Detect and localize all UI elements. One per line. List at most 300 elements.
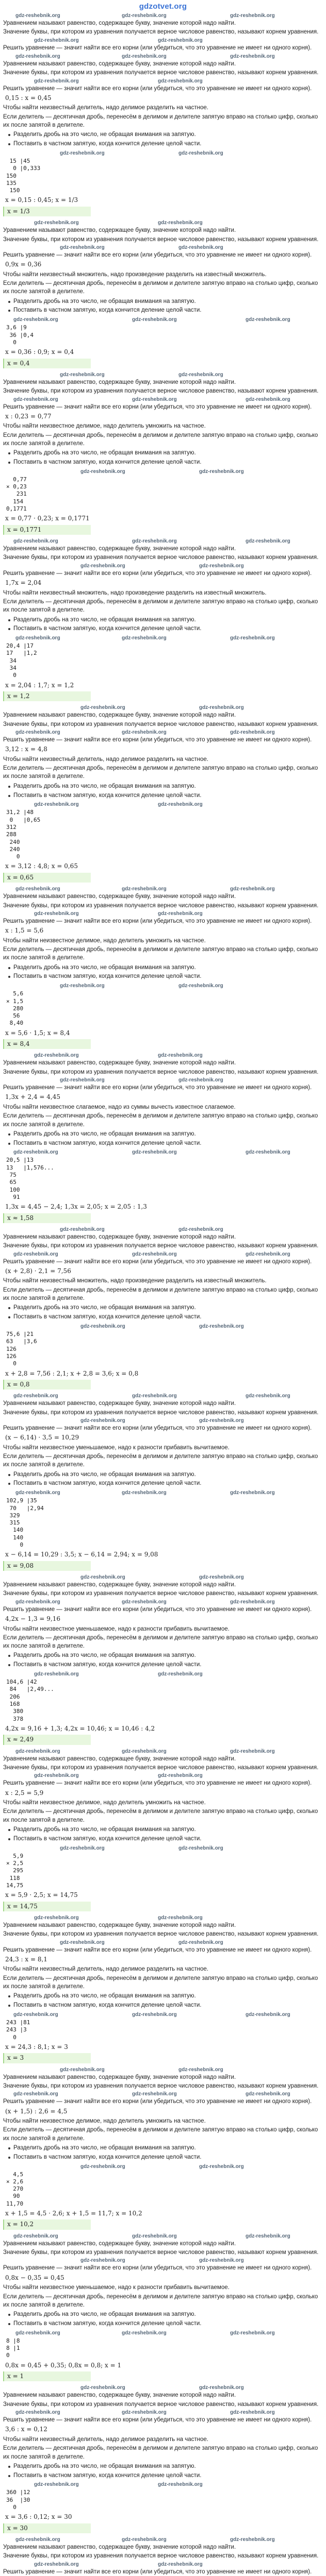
task-rule: Чтобы найти неизвестный делитель, надо делимое разделить на частное. xyxy=(3,2436,208,2443)
task-intro-root: Значение буквы, при котором из уравнения получается верное числовое равенство, называют корнем уравнения. xyxy=(3,554,319,561)
watermark: gdz-reshebnik.org xyxy=(60,1227,105,1233)
watermark: gdz-reshebnik.org xyxy=(60,244,105,250)
column-calculation: 4,5 × 2,6 270 90 11,70 xyxy=(6,2171,24,2207)
watermark: gdz-reshebnik.org xyxy=(34,2482,79,2488)
task-intro-solve: Решить уравнение — значит найти все его корни (или убедиться, что это уравнение не имеет ни одного корня). xyxy=(3,1606,312,1613)
watermark: gdz-reshebnik.org xyxy=(246,2233,290,2239)
task-rule: Чтобы найти неизвестное слагаемое, надо из суммы вычесть известное слагаемое. xyxy=(3,1104,236,1110)
watermark: gdz-reshebnik.org xyxy=(158,2482,203,2488)
watermark-row xyxy=(3,982,323,989)
task-intro-solve: Решить уравнение — значит найти все его корни (или убедиться, что это уравнение не имеет ни одного корня). xyxy=(3,2568,312,2575)
move-comma-step: Разделить дробь на это число, не обращая внимания на запятую. xyxy=(8,616,323,625)
watermark: gdz-reshebnik.org xyxy=(34,37,79,43)
task-intro-equation: Уравнением называют равенство, содержащее букву, значение которой надо найти. xyxy=(3,1582,236,1588)
task-intro-solve: Решить уравнение — значит найти все его корни (или убедиться, что это уравнение не имеет ни одного корня). xyxy=(3,403,312,410)
move-comma-step: Поставить в частном запятую, когда кончится деление целой части. xyxy=(8,2153,323,2162)
task-block xyxy=(3,704,323,883)
watermark: gdz-reshebnik.org xyxy=(158,78,203,84)
watermark-row xyxy=(3,1599,323,1605)
watermark: gdz-reshebnik.org xyxy=(122,13,167,19)
column-calculation: 104,6 |42 84 |2,49... 206 168 380 378 xyxy=(6,1679,54,1722)
watermark-row xyxy=(3,2257,323,2263)
decimal-rule: Если делитель — десятичная дробь, перенесём в делимом и делителе запятую вправо на столько цифр, сколько их после запятой в делителе. xyxy=(3,113,318,129)
move-comma-step: Разделить дробь на это число, не обращая внимания на запятую. xyxy=(8,2310,323,2319)
task-answer: x ≈ 1,58 xyxy=(3,1213,91,1223)
move-comma-list xyxy=(8,782,323,801)
task-intro-root: Значение буквы, при котором из уравнения получается верное числовое равенство, называют корнем уравнения. xyxy=(3,70,319,76)
watermark: gdz-reshebnik.org xyxy=(13,396,58,402)
watermark: gdz-reshebnik.org xyxy=(132,1251,177,1257)
task-block xyxy=(3,2233,323,2382)
task-solution: 0,8x = 0,45 + 0,35; 0,8x = 0,8; x = 1 xyxy=(5,2361,122,2369)
task-rule: Чтобы найти неизвестное делимое, надо делитель умножить на частное. xyxy=(3,423,206,430)
watermark-row xyxy=(3,1226,323,1232)
watermark: gdz-reshebnik.org xyxy=(199,2258,244,2264)
watermark: gdz-reshebnik.org xyxy=(246,2091,290,2097)
watermark-row xyxy=(3,37,323,43)
watermark: gdz-reshebnik.org xyxy=(60,371,105,378)
watermark: gdz-reshebnik.org xyxy=(230,1748,275,1754)
task-block xyxy=(3,1914,323,2063)
task-block xyxy=(3,219,323,368)
watermark: gdz-reshebnik.org xyxy=(158,910,203,917)
task-answer: x = 0,65 xyxy=(3,873,91,883)
move-comma-step: Разделить дробь на это число, не обращая внимания на запятую. xyxy=(8,130,323,140)
task-rule: Чтобы найти неизвестное уменьшаемое, надо к разности прибавить вычитаемое. xyxy=(3,2284,230,2291)
task-intro-equation: Уравнением называют равенство, содержащее букву, значение которой надо найти. xyxy=(3,2392,236,2399)
column-calculation: 243 |81 243 |3 0 xyxy=(6,2019,30,2041)
task-solution: x = 2,04 : 1,7; x = 1,2 xyxy=(5,681,74,689)
task-block xyxy=(3,1226,323,1389)
watermark-row xyxy=(3,538,323,544)
watermark: gdz-reshebnik.org xyxy=(230,13,275,19)
watermark: gdz-reshebnik.org xyxy=(34,78,79,84)
task-equation: (x + 1,5) : 2,6 = 4,5 xyxy=(5,2107,68,2115)
watermark: gdz-reshebnik.org xyxy=(34,220,79,226)
task-equation: 3,6 : x = 0,12 xyxy=(5,2426,47,2433)
watermark: gdz-reshebnik.org xyxy=(122,2537,167,2543)
task-intro-root: Значение буквы, при котором из уравнения получается верное числовое равенство, называют корнем уравнения. xyxy=(3,1931,319,1938)
watermark: gdz-reshebnik.org xyxy=(246,2011,290,2018)
move-comma-step: Разделить дробь на это число, не обращая внимания на запятую. xyxy=(8,1470,323,1480)
watermark: gdz-reshebnik.org xyxy=(34,802,79,808)
move-comma-step: Поставить в частном запятую, когда кончится деление целой части. xyxy=(8,1479,323,1488)
task-intro-equation: Уравнением называют равенство, содержащее букву, значение которой надо найти. xyxy=(3,893,236,900)
watermark: gdz-reshebnik.org xyxy=(15,1599,60,1605)
watermark: gdz-reshebnik.org xyxy=(199,705,244,711)
column-calculation: 20,5 |13 13 |1,576... 75 65 100 91 xyxy=(6,1157,54,1200)
task-answer: x = 8,4 xyxy=(3,1039,91,1049)
intro-root-definition: Значение буквы, при котором из уравнения получается верное числовое равенство, называют корнем уравнения. xyxy=(3,29,319,36)
task-intro-equation: Уравнением называют равенство, содержащее букву, значение которой надо найти. xyxy=(3,1234,236,1241)
task-equation: x : 2,5 = 5,9 xyxy=(5,1789,44,1797)
watermark-row xyxy=(3,2384,323,2391)
watermark: gdz-reshebnik.org xyxy=(230,635,275,641)
watermark-row xyxy=(3,53,323,59)
task-intro-root: Значение буквы, при котором из уравнения получается верное числовое равенство, называют корнем уравнения. xyxy=(3,721,319,727)
task-intro-solve: Решить уравнение — значит найти все его корни (или убедиться, что это уравнение не имеет ни одного корня). xyxy=(3,1780,312,1787)
move-comma-step: Поставить в частном запятую, когда кончится деление целой части. xyxy=(8,624,323,634)
column-calculation: 15 |45 0 |0,333 150 135 150 xyxy=(6,157,41,194)
task-solution: x − 6,14 = 10,29 : 3,5; x − 6,14 = 2,94; x = 9,08 xyxy=(5,1551,158,1558)
watermark: gdz-reshebnik.org xyxy=(199,2163,244,2170)
task-rule: Чтобы найти неизвестный множитель, надо произведение разделить на известный множитель. xyxy=(3,589,267,596)
watermark: gdz-reshebnik.org xyxy=(122,1490,167,1496)
task-solution: 4,2x = 9,16 + 1,3; 4,2x = 10,46; x = 10,46 : 4,2 xyxy=(5,1724,155,1732)
intro-block xyxy=(3,12,323,52)
watermark-row xyxy=(3,1052,323,1058)
watermark: gdz-reshebnik.org xyxy=(15,2537,60,2543)
watermark: gdz-reshebnik.org xyxy=(246,1393,290,1399)
task-intro-solve: Решить уравнение — значит найти все его корни (или убедиться, что это уравнение не имеет ни одного корня). xyxy=(3,2098,312,2105)
task-block xyxy=(3,2384,323,2533)
task-solution: x + 2,8 = 7,56 : 2,1; x + 2,8 = 3,6; x = 0,8 xyxy=(5,1369,139,1377)
watermark: gdz-reshebnik.org xyxy=(60,2066,105,2073)
task-rule: Чтобы найти неизвестное уменьшаемое, надо к разности прибавить вычитаемое. xyxy=(3,1625,230,1632)
watermark: gdz-reshebnik.org xyxy=(158,1053,203,1059)
decimal-rule: Если делитель — десятичная дробь, перенесём в делимом и делителе запятую вправо на столько цифр, сколько их после запятой в делителе. xyxy=(3,1634,318,1650)
watermark-row xyxy=(3,2481,323,2487)
decimal-rule: Если делитель — десятичная дробь, перенесём в делимом и делителе запятую вправо на столько цифр, сколько их после запятой в делителе. xyxy=(3,1113,318,1128)
watermark-row xyxy=(3,78,323,84)
watermark-row xyxy=(3,2233,323,2239)
watermark: gdz-reshebnik.org xyxy=(13,2011,58,2018)
task-solution: x = 0,36 : 0,9; x = 0,4 xyxy=(5,348,74,356)
task-equation: 1,7x = 2,04 xyxy=(5,579,42,587)
watermark-row xyxy=(3,1671,323,1677)
watermark: gdz-reshebnik.org xyxy=(15,2410,60,2416)
task-intro-solve: Решить уравнение — значит найти все его корни (или убедиться, что это уравнение не имеет ни одного корня). xyxy=(3,1258,312,1265)
watermark: gdz-reshebnik.org xyxy=(60,983,105,989)
column-calculation: 3,6 |9 36 |0,4 0 xyxy=(6,324,34,346)
task-intro-equation: Уравнением называют равенство, содержащее букву, значение которой надо найти. xyxy=(3,60,236,67)
task-answer: x = 0,8 xyxy=(3,1380,91,1389)
watermark: gdz-reshebnik.org xyxy=(13,2091,58,2097)
watermark-row xyxy=(3,468,323,474)
task-solution: x = 5,6 · 1,5; x = 8,4 xyxy=(5,1029,70,1037)
column-calculation: 75,6 |21 63 |3,6 126 126 0 xyxy=(6,1331,37,1367)
watermark: gdz-reshebnik.org xyxy=(80,2258,125,2264)
watermark: gdz-reshebnik.org xyxy=(132,1149,177,1156)
watermark: gdz-reshebnik.org xyxy=(132,1393,177,1399)
task-intro-root: Значение буквы, при котором из уравнения получается верное числовое равенство, называют корнем уравнения. xyxy=(3,1409,319,1416)
watermark-row xyxy=(3,2409,323,2415)
column-calculation: 0,77 × 0,23 231 154 0,1771 xyxy=(6,476,27,513)
watermark: gdz-reshebnik.org xyxy=(80,468,125,474)
watermark: gdz-reshebnik.org xyxy=(132,2011,177,2018)
task-equation: (x − 6,14) · 3,5 = 10,29 xyxy=(5,1434,79,1442)
move-comma-list xyxy=(8,1303,323,1322)
task-block xyxy=(3,1052,323,1223)
watermark: gdz-reshebnik.org xyxy=(34,910,79,917)
watermark: gdz-reshebnik.org xyxy=(15,13,60,19)
task-rule: Чтобы найти неизвестный множитель, надо произведение разделить на известный множитель. xyxy=(3,1278,267,1284)
task-equation: x : 1,5 = 5,6 xyxy=(5,927,44,935)
task-equation: 0,15 : x = 0,45 xyxy=(5,94,52,101)
watermark: gdz-reshebnik.org xyxy=(80,705,125,711)
watermark: gdz-reshebnik.org xyxy=(199,2385,244,2391)
watermark: gdz-reshebnik.org xyxy=(158,802,203,808)
watermark: gdz-reshebnik.org xyxy=(80,563,125,569)
task-intro-solve: Решить уравнение — значит найти все его корни (или убедиться, что это уравнение не имеет ни одного корня). xyxy=(3,737,312,743)
move-comma-step: Разделить дробь на это число, не обращая внимания на запятую. xyxy=(8,1825,323,1835)
decimal-rule: Если делитель — десятичная дробь, перенесём в делимом и делителе запятую вправо на столько цифр, сколько их после запятой в делителе. xyxy=(3,1286,318,1302)
watermark: gdz-reshebnik.org xyxy=(230,2537,275,2543)
watermark-row xyxy=(3,2330,323,2336)
column-calculation: 360 |12 36 |30 0 xyxy=(6,2489,30,2511)
watermark: gdz-reshebnik.org xyxy=(132,538,177,545)
watermark: gdz-reshebnik.org xyxy=(122,2410,167,2416)
task-intro-root: Значение буквы, при котором из уравнения получается верное числовое равенство, называют корнем уравнения. xyxy=(3,2082,319,2089)
watermark-row xyxy=(3,1323,323,1329)
watermark-row xyxy=(3,396,323,402)
move-comma-list xyxy=(8,1470,323,1489)
task-solution: x = 0,77 · 0,23; x = 0,1771 xyxy=(5,515,90,522)
intro-solve-definition: Решить уравнение — значит найти все его корни (или убедиться, что это уравнение не имеет ни одного корня). xyxy=(3,44,312,51)
move-comma-step: Разделить дробь на это число, не обращая внимания на запятую. xyxy=(8,963,323,973)
task-intro-root: Значение буквы, при котором из уравнения получается верное числовое равенство, называют корнем уравнения. xyxy=(3,2249,319,2256)
task-intro-equation: Уравнением называют равенство, содержащее букву, значение которой надо найти. xyxy=(3,1755,236,1762)
decimal-rule: Если делитель — десятичная дробь, перенесём в делимом и делителе запятую вправо на столько цифр, сколько их после запятой в делителе. xyxy=(3,946,318,961)
watermark-row xyxy=(3,1939,323,1945)
move-comma-list xyxy=(8,449,323,467)
watermark: gdz-reshebnik.org xyxy=(80,1574,125,1581)
watermark-row xyxy=(3,729,323,735)
watermark: gdz-reshebnik.org xyxy=(199,1417,244,1423)
watermark: gdz-reshebnik.org xyxy=(60,150,105,156)
watermark: gdz-reshebnik.org xyxy=(230,1490,275,1496)
watermark: gdz-reshebnik.org xyxy=(158,1914,203,1921)
watermark-row xyxy=(3,2163,323,2170)
task-rule: Чтобы найти неизвестный делитель, надо делимое разделить на частное. xyxy=(3,1966,208,1973)
task-solution: x = 3,6 : 0,12; x = 30 xyxy=(5,2513,72,2521)
task-rule: Чтобы найти неизвестный делитель, надо делимое разделить на частное. xyxy=(3,105,208,111)
watermark: gdz-reshebnik.org xyxy=(199,468,244,474)
task-intro-equation: Уравнением называют равенство, содержащее букву, значение которой надо найти. xyxy=(3,227,236,234)
move-comma-step: Разделить дробь на это число, не обращая внимания на запятую. xyxy=(8,1303,323,1313)
task-intro-solve: Решить уравнение — значит найти все его корни (или убедиться, что это уравнение не имеет ни одного корня). xyxy=(3,570,312,577)
watermark-row xyxy=(3,1748,323,1754)
watermark: gdz-reshebnik.org xyxy=(178,1845,223,1851)
watermark: gdz-reshebnik.org xyxy=(13,317,58,323)
task-intro-root: Значение буквы, при котором из уравнения получается верное числовое равенство, называют корнем уравнения. xyxy=(3,902,319,909)
watermark: gdz-reshebnik.org xyxy=(246,538,290,545)
task-answer: x = 10,2 xyxy=(3,2219,91,2229)
task-intro-equation: Уравнением называют равенство, содержащее букву, значение которой надо найти. xyxy=(3,1922,236,1928)
watermark: gdz-reshebnik.org xyxy=(122,53,167,59)
task-answer: x = 9,08 xyxy=(3,1561,91,1571)
task-answer: x = 14,75 xyxy=(3,1902,91,1911)
watermark: gdz-reshebnik.org xyxy=(178,2066,223,2073)
watermark-row xyxy=(3,1914,323,1921)
site-logo[interactable]: gdzotvet.org xyxy=(139,2,187,11)
watermark-row xyxy=(3,1574,323,1580)
watermark: gdz-reshebnik.org xyxy=(199,1324,244,1330)
move-comma-list xyxy=(8,1992,323,2010)
watermark: gdz-reshebnik.org xyxy=(132,317,177,323)
watermark: gdz-reshebnik.org xyxy=(13,1393,58,1399)
task-answer: x = 3 xyxy=(3,2053,91,2063)
decimal-rule: Если делитель — десятичная дробь, перенесём в делимом и делителе запятую вправо на столько цифр, сколько их после запятой в делителе. xyxy=(3,2293,318,2308)
task-intro-equation: Уравнением называют равенство, содержащее букву, значение которой надо найти. xyxy=(3,1400,236,1407)
watermark-row xyxy=(3,1251,323,1257)
task-solution: x = 5,9 · 2,5; x = 14,75 xyxy=(5,1891,78,1899)
task-block xyxy=(3,1393,323,1571)
task-rule: Чтобы найти неизвестное делимое, надо делитель умножить на частное. xyxy=(3,937,206,944)
watermark-row xyxy=(3,704,323,710)
task-intro-solve: Решить уравнение — значит найти все его корни (или убедиться, что это уравнение не имеет ни одного корня). xyxy=(3,251,312,258)
watermark: gdz-reshebnik.org xyxy=(34,1914,79,1921)
move-comma-step: Поставить в частном запятую, когда кончится деление целой части. xyxy=(8,1139,323,1148)
watermark: gdz-reshebnik.org xyxy=(122,1599,167,1605)
task-answer: x = 0,4 xyxy=(3,359,91,368)
move-comma-step: Поставить в частном запятую, когда кончится деление целой части. xyxy=(8,140,323,149)
move-comma-step: Поставить в частном запятую, когда кончится деление целой части. xyxy=(8,791,323,801)
watermark: gdz-reshebnik.org xyxy=(34,1773,79,1779)
move-comma-step: Разделить дробь на это число, не обращая внимания на запятую. xyxy=(8,297,323,307)
decimal-rule: Если делитель — десятичная дробь, перенесём в делимом и делителе запятую вправо на столько цифр, сколько их после запятой в делителе. xyxy=(3,598,318,614)
move-comma-step: Поставить в частном запятую, когда кончится деление целой части. xyxy=(8,458,323,467)
watermark: gdz-reshebnik.org xyxy=(34,1671,79,1677)
move-comma-list xyxy=(8,2144,323,2162)
task-equation: x : 0,23 = 0,77 xyxy=(5,412,52,420)
watermark-row xyxy=(3,2561,323,2567)
watermark-row xyxy=(3,316,323,323)
task-equation: 0,8x − 0,35 = 0,45 xyxy=(5,2274,64,2281)
watermark-row xyxy=(3,371,323,378)
watermark-row xyxy=(3,1417,323,1423)
watermark: gdz-reshebnik.org xyxy=(34,1053,79,1059)
watermark: gdz-reshebnik.org xyxy=(60,1845,105,1851)
watermark: gdz-reshebnik.org xyxy=(158,37,203,43)
watermark-row xyxy=(3,12,323,19)
watermark: gdz-reshebnik.org xyxy=(158,2561,203,2567)
watermark-row xyxy=(3,2011,323,2018)
watermark: gdz-reshebnik.org xyxy=(34,2561,79,2567)
task-intro-equation: Уравнением называют равенство, содержащее букву, значение которой надо найти. xyxy=(3,546,236,552)
task-rule: Чтобы найти неизвестный множитель, надо произведение разделить на известный множитель. xyxy=(3,271,267,278)
column-calculation: 5,6 × 1,5 280 56 8,40 xyxy=(6,990,24,1027)
watermark: gdz-reshebnik.org xyxy=(230,2330,275,2336)
task-intro-solve: Решить уравнение — значит найти все его корни (или убедиться, что это уравнение не имеет ни одного корня). xyxy=(3,1084,312,1091)
task-intro-root: Значение буквы, при котором из уравнения получается верное числовое равенство, называют корнем уравнения. xyxy=(3,2401,319,2408)
task-block xyxy=(3,371,323,535)
task-block xyxy=(3,1574,323,1745)
watermark: gdz-reshebnik.org xyxy=(122,635,167,641)
watermark: gdz-reshebnik.org xyxy=(158,1773,203,1779)
watermark: gdz-reshebnik.org xyxy=(15,53,60,59)
watermark: gdz-reshebnik.org xyxy=(158,220,203,226)
watermark-row xyxy=(3,1393,323,1399)
watermark: gdz-reshebnik.org xyxy=(178,150,223,156)
move-comma-step: Разделить дробь на это число, не обращая внимания на запятую. xyxy=(8,2144,323,2153)
watermark: gdz-reshebnik.org xyxy=(178,371,223,378)
watermark: gdz-reshebnik.org xyxy=(13,1251,58,1257)
task-intro-equation: Уравнением называют равенство, содержащее букву, значение которой надо найти. xyxy=(3,2074,236,2080)
move-comma-step: Разделить дробь на это число, не обращая внимания на запятую. xyxy=(8,1651,323,1660)
move-comma-step: Разделить дробь на это число, не обращая внимания на запятую. xyxy=(8,2462,323,2471)
watermark: gdz-reshebnik.org xyxy=(178,1939,223,1945)
watermark-row xyxy=(3,1077,323,1083)
move-comma-list xyxy=(8,2462,323,2481)
watermark-row xyxy=(3,219,323,226)
move-comma-step: Поставить в частном запятую, когда кончится деление целой части. xyxy=(8,972,323,981)
watermark: gdz-reshebnik.org xyxy=(230,730,275,736)
decimal-rule: Если делитель — десятичная дробь, перенесём в делимом и делителе запятую вправо на столько цифр, сколько их после запятой в делителе. xyxy=(3,765,318,780)
move-comma-list xyxy=(8,1651,323,1670)
watermark: gdz-reshebnik.org xyxy=(80,2163,125,2170)
watermark: gdz-reshebnik.org xyxy=(178,1077,223,1083)
task-intro-root: Значение буквы, при котором из уравнения получается верное числовое равенство, называют корнем уравнения. xyxy=(3,388,319,395)
watermark: gdz-reshebnik.org xyxy=(178,1227,223,1233)
watermark: gdz-reshebnik.org xyxy=(80,1417,125,1423)
task-equation: 3,12 : x = 4,8 xyxy=(5,745,47,753)
move-comma-step: Разделить дробь на это число, не обращая внимания на запятую. xyxy=(8,449,323,458)
watermark-row xyxy=(3,801,323,807)
move-comma-step: Поставить в частном запятую, когда кончится деление целой части. xyxy=(8,306,323,315)
task-block xyxy=(3,53,323,216)
move-comma-step: Поставить в частном запятую, когда кончится деление целой части. xyxy=(8,2319,323,2329)
task-answer: x = 1 xyxy=(3,2371,91,2381)
task-intro-solve: Решить уравнение — значит найти все его корни (или убедиться, что это уравнение не имеет ни одного корня). xyxy=(3,2265,312,2272)
task-rule: Чтобы найти неизвестный делитель, надо делимое разделить на частное. xyxy=(3,756,208,762)
watermark-row xyxy=(3,244,323,250)
watermark: gdz-reshebnik.org xyxy=(122,730,167,736)
watermark: gdz-reshebnik.org xyxy=(199,1574,244,1581)
watermark: gdz-reshebnik.org xyxy=(246,1251,290,1257)
move-comma-step: Поставить в частном запятую, когда кончится деление целой части. xyxy=(8,1835,323,1844)
move-comma-step: Поставить в частном запятую, когда кончится деление целой части. xyxy=(8,1660,323,1670)
task-rule: Чтобы найти неизвестное делимое, надо делитель умножить на частное. xyxy=(3,2117,206,2124)
move-comma-list xyxy=(8,130,323,149)
task-equation: 24,3 : x = 8,1 xyxy=(5,1955,47,1963)
task-equation: 4,2x − 1,3 = 9,16 xyxy=(5,1615,61,1623)
task-solution: x = 24,3 : 8,1; x = 3 xyxy=(5,2043,68,2050)
watermark: gdz-reshebnik.org xyxy=(13,2233,58,2239)
watermark: gdz-reshebnik.org xyxy=(246,396,290,402)
decimal-rule: Если делитель — десятичная дробь, перенесём в делимом и делителе запятую вправо на столько цифр, сколько их после запятой в делителе. xyxy=(3,1975,318,1990)
task-intro-root: Значение буквы, при котором из уравнения получается верное числовое равенство, называют корнем уравнения. xyxy=(3,1765,319,1771)
column-calculation: 20,4 |17 17 |1,2 34 34 0 xyxy=(6,642,37,679)
task-answer: x = 0,1771 xyxy=(3,525,91,535)
watermark: gdz-reshebnik.org xyxy=(80,2385,125,2391)
watermark-row xyxy=(3,1772,323,1778)
watermark: gdz-reshebnik.org xyxy=(13,1149,58,1156)
watermark: gdz-reshebnik.org xyxy=(132,396,177,402)
watermark: gdz-reshebnik.org xyxy=(15,886,60,892)
watermark-row xyxy=(3,1489,323,1496)
task-intro-solve: Решить уравнение — значит найти все его корни (или убедиться, что это уравнение не имеет ни одного корня). xyxy=(3,1425,312,1431)
watermark: gdz-reshebnik.org xyxy=(132,2091,177,2097)
move-comma-step: Поставить в частном запятую, когда кончится деление целой части. xyxy=(8,2001,323,2010)
move-comma-list xyxy=(8,1825,323,1844)
move-comma-step: Разделить дробь на это число, не обращая внимания на запятую. xyxy=(8,1992,323,2001)
move-comma-step: Поставить в частном запятую, когда кончится деление целой части. xyxy=(8,2471,323,2481)
task-intro-root: Значение буквы, при котором из уравнения получается верное числовое равенство, называют корнем уравнения. xyxy=(3,236,319,243)
watermark: gdz-reshebnik.org xyxy=(122,886,167,892)
decimal-rule: Если делитель — десятичная дробь, перенесём в делимом и делителе запятую вправо на столько цифр, сколько их после запятой в делителе. xyxy=(3,2445,318,2460)
watermark-row xyxy=(3,910,323,917)
task-intro-solve: Решить уравнение — значит найти все его корни (или убедиться, что это уравнение не имеет ни одного корня). xyxy=(3,1946,312,1953)
intro-equation-definition: Уравнением называют равенство, содержащее букву, значение которой надо найти. xyxy=(3,20,236,26)
column-calculation: 8 |8 8 |1 0 xyxy=(6,2337,20,2359)
task-answer: x ≈ 2,49 xyxy=(3,1735,91,1744)
task-solution: x = 3,12 : 4,8; x = 0,65 xyxy=(5,862,78,870)
watermark: gdz-reshebnik.org xyxy=(60,1939,105,1945)
watermark: gdz-reshebnik.org xyxy=(246,1149,290,1156)
watermark: gdz-reshebnik.org xyxy=(122,1748,167,1754)
column-calculation: 5,9 × 2,5 295 118 14,75 xyxy=(6,1852,24,1889)
